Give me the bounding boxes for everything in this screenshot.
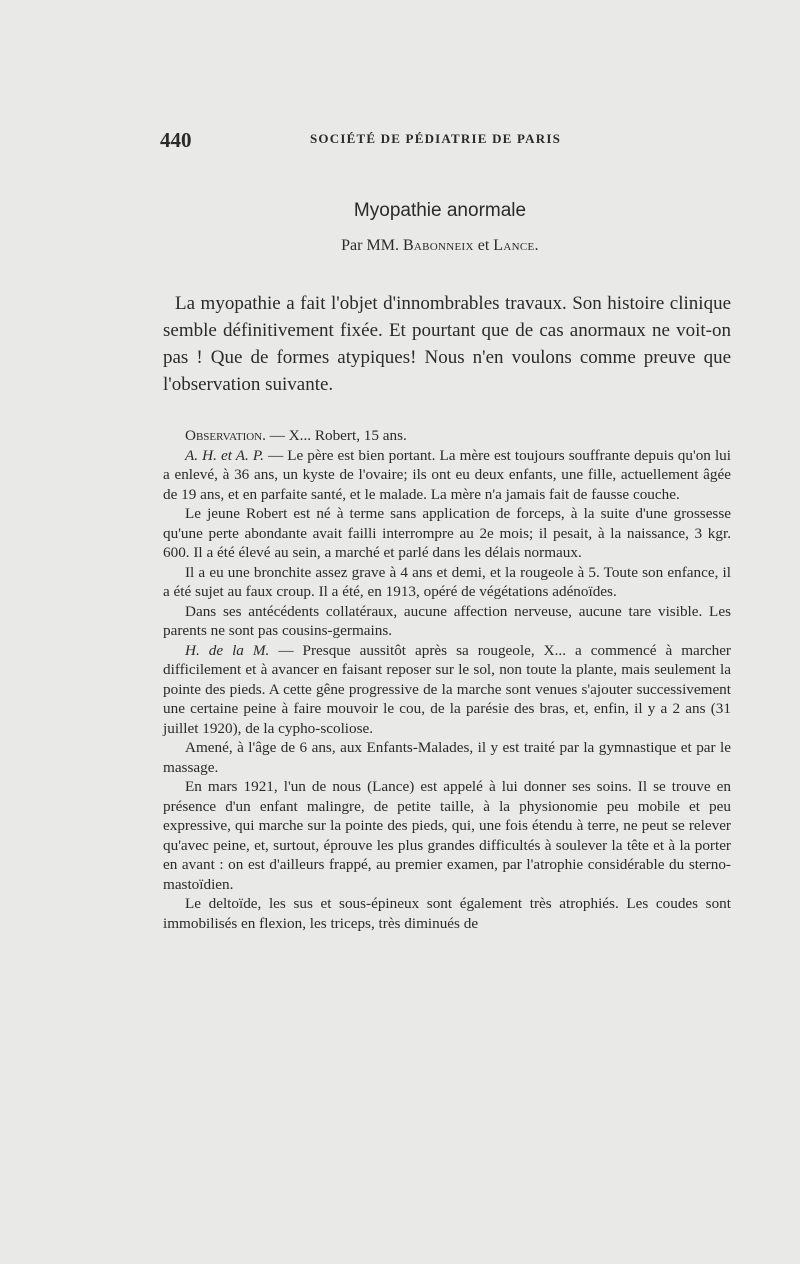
author-lance: Lance. (493, 237, 539, 254)
ahap-label: A. H. et A. P. (185, 446, 264, 464)
hdm-text: — Presque aussitôt après sa rougeole, X... a commencé à marcher difficilement et à avancer en faisant reposer sur le sol, non toute la plante, mais seulement la pointe des pieds. A cette gêne progressive de la marche sont venues s'ajouter successivement une certaine peine à faire mouvoir le cou, de la parésie des bras, et, enfin, il y a 2 ans (31 juillet 1920), de la cypho-scoliose. (163, 641, 731, 737)
birth-paragraph: Le jeune Robert est né à terme sans application de forceps, à la suite d'une grossesse qu'une perte abondante avait failli interrompre au 2e mois; il pesait, à la naissance, 3 kgr. 600. Il a été élevé au sein, a marché et parlé dans les délais normaux. (163, 505, 731, 561)
examination-paragraph: En mars 1921, l'un de nous (Lance) est appelé à lui donner ses soins. Il se trouve en présence d'un enfant malingre, de petite taille, à la physionomie peu mobile et peu expressive, qui marche sur la pointe des pieds, qui, une fois étendu à terre, ne peut se relever qu'avec peine, et, surtout, éprouve les plus grandes difficultés à soulever la tête et à la porter en avant : on est d'ailleurs frappé, au premier examen, par l'atrophie considérable du sterno-mastoïdien. (163, 778, 731, 893)
treatment-paragraph: Amené, à l'âge de 6 ans, aux Enfants-Malades, il y est traité par la gymnastique et par le massage. (163, 739, 731, 776)
observation-label: Observation. (185, 427, 266, 444)
authors-join: et (473, 237, 494, 254)
hdm-label: H. de la M. (185, 641, 270, 659)
ahap-text: — Le père est bien portant. La mère est toujours souffrante depuis qu'on lui a enlevé, à 36 ans, un kyste de l'ovaire; ils ont eu deux enfants, une fille, actuellement âgée de 19 ans, et en parfaite santé, et le malade. La mère n'a jamais fait de fausse couche. (163, 446, 731, 503)
running-header (160, 128, 730, 152)
intro-paragraph: La myopathie a fait l'objet d'innombrables travaux. Son histoire clinique semble définitivement fixée. Et pourtant que de cas anormaux ne voit-on pas ! Que de formes atypiques! Nous n'en voulons comme preuve que l'observation suivante. (163, 293, 731, 395)
article-title: Myopathie anormale (353, 200, 527, 221)
authors-prefix: Par MM. (341, 237, 403, 254)
illness-paragraph: Il a eu une bronchite assez grave à 4 ans et demi, et la rougeole à 5. Toute son enfance, il a été sujet au faux croup. Il a été, en 1913, opéré de végétations adénoïdes. (163, 563, 731, 600)
page-number: 440 (160, 128, 192, 152)
family-history-paragraph (163, 446, 731, 505)
article-authors (0, 237, 800, 255)
author-babonneix: Babonneix (402, 237, 474, 254)
collateral-paragraph: Dans ses antécédents collatéraux, aucune affection nerveuse, aucune tare visible. Les parents ne sont pas cousins-germains. (163, 602, 731, 639)
observation-text: — X... Robert, 15 ans. (265, 427, 407, 444)
journal-title: SOCIÉTÉ DE PÉDIATRIE DE PARIS (310, 131, 562, 146)
observation-body (163, 426, 731, 933)
disease-history-paragraph (163, 641, 731, 739)
observation-heading (163, 426, 731, 446)
deltoid-paragraph: Le deltoïde, les sus et sous-épineux sont également très atrophiés. Les coudes sont immobilisés en flexion, les triceps, très diminués de (163, 895, 731, 932)
